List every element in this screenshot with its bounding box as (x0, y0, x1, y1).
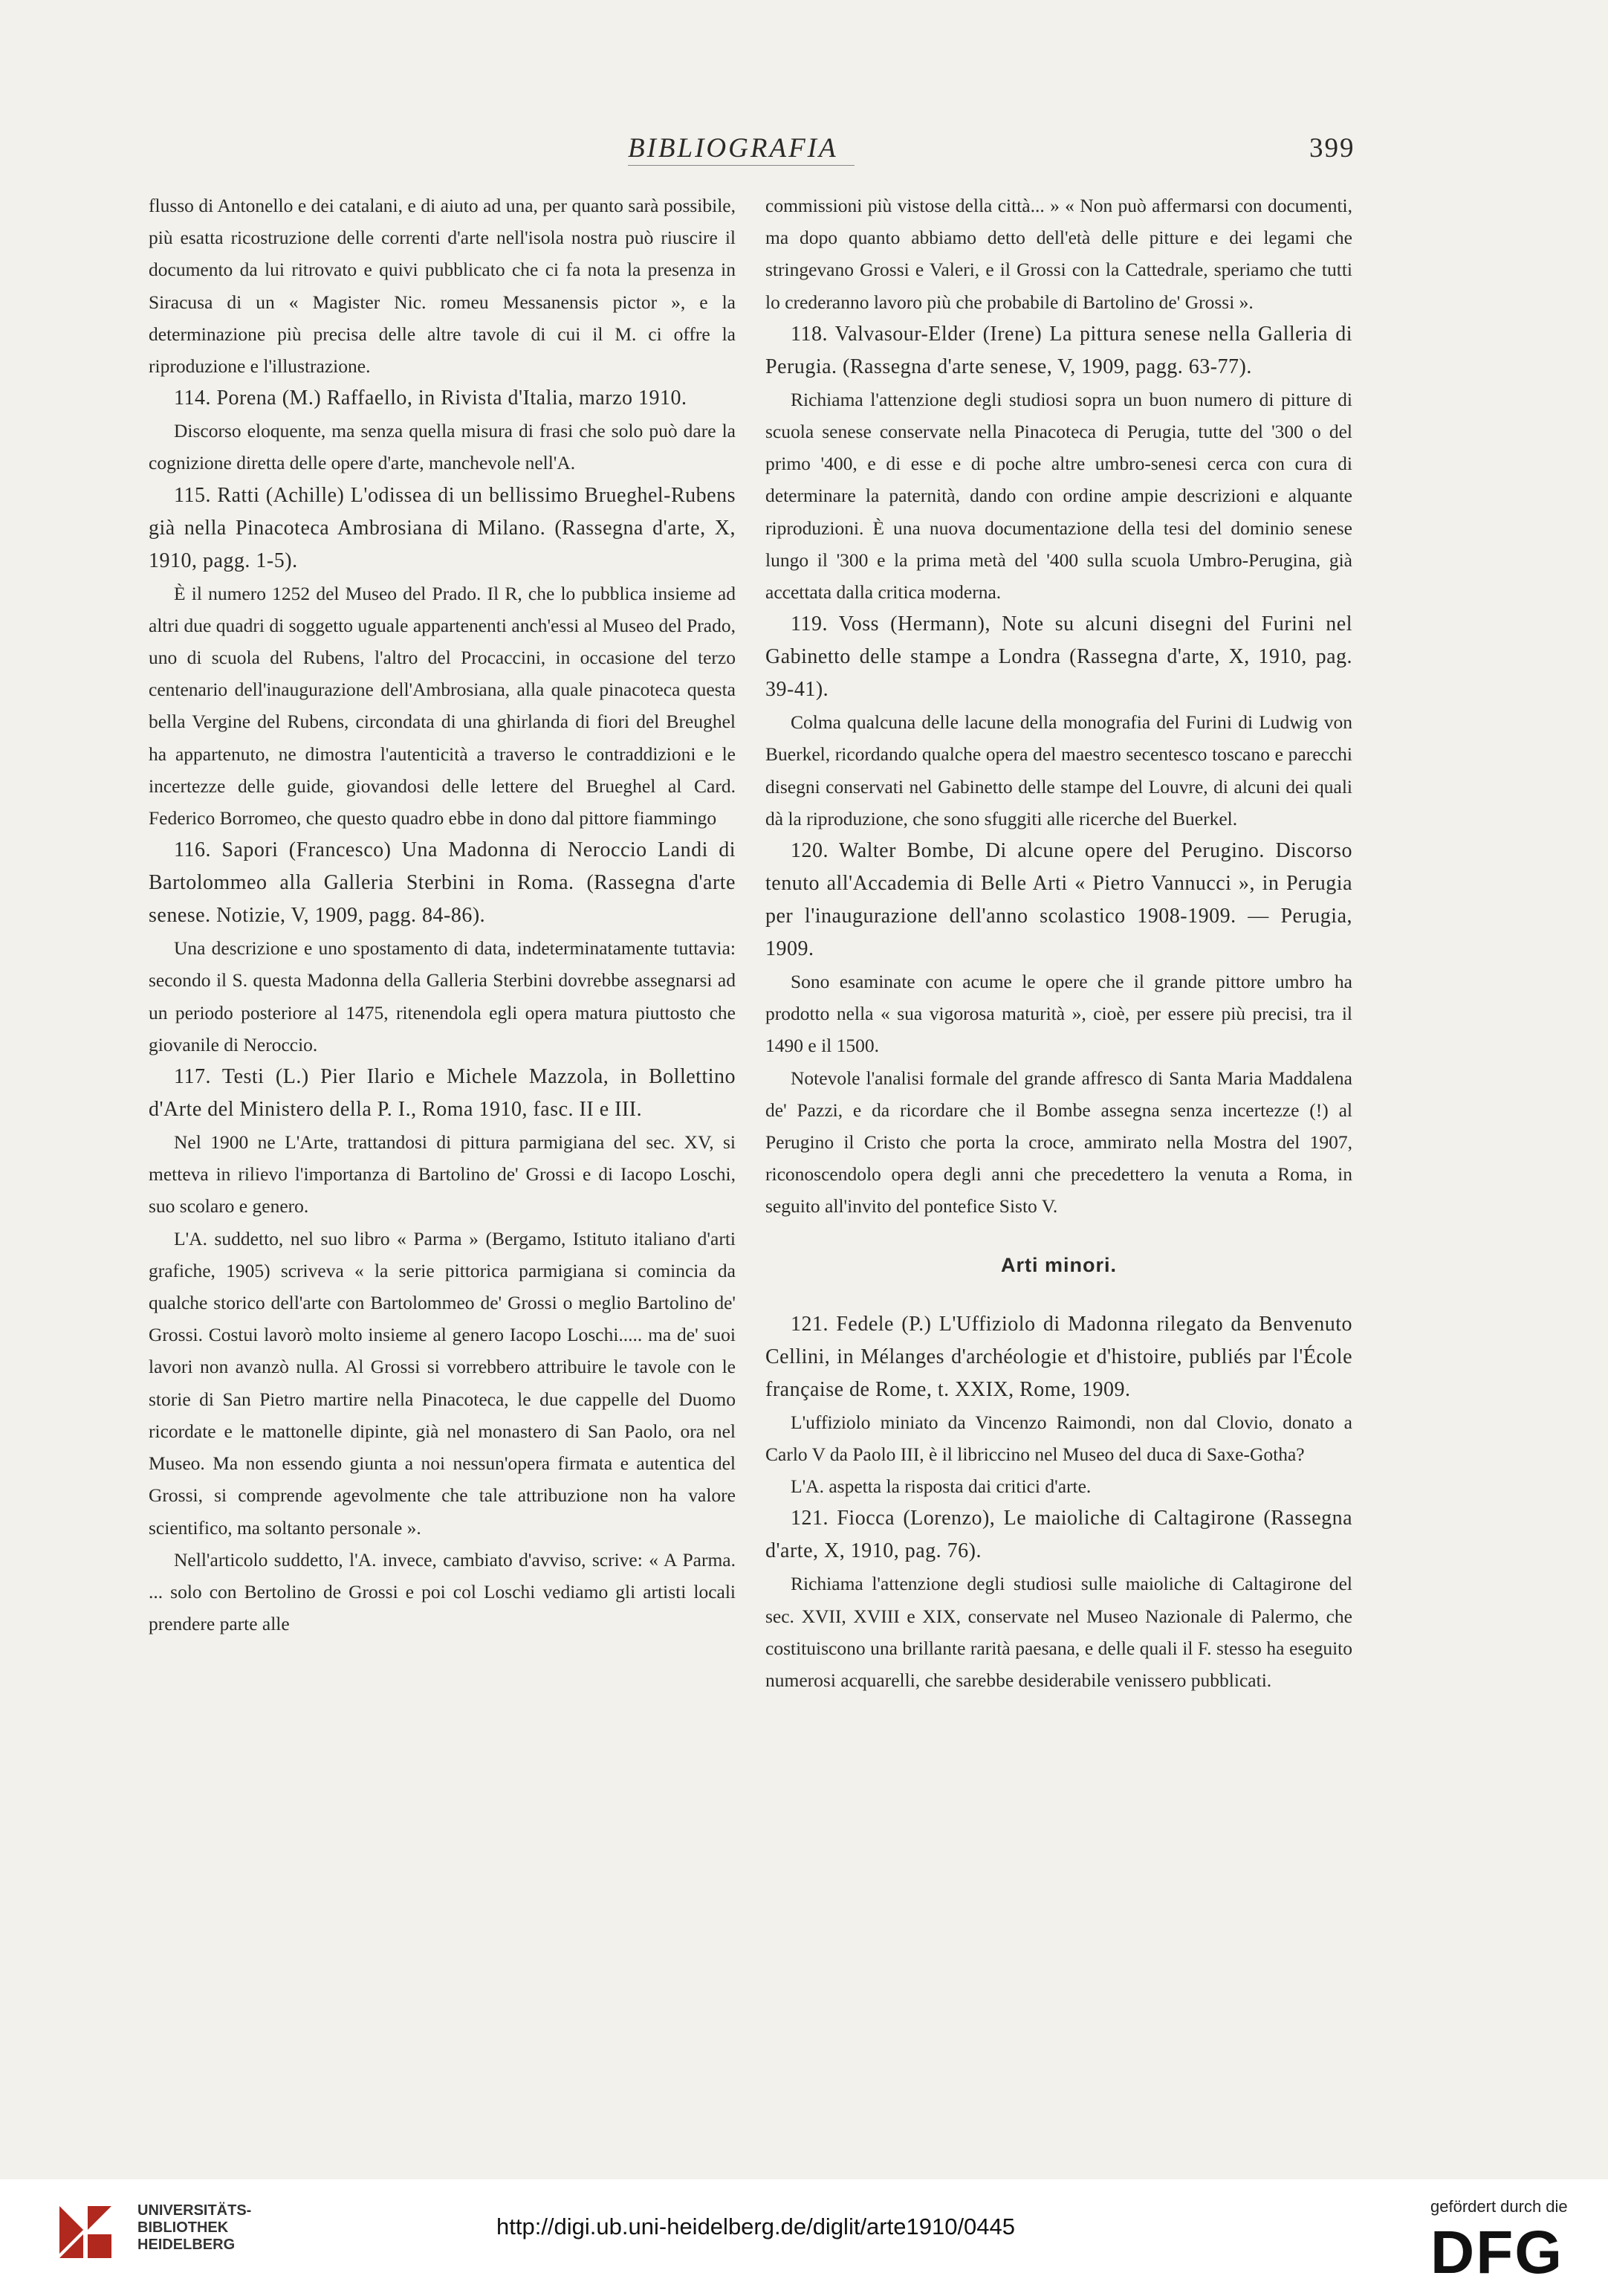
paragraph: Richiama l'attenzione degli studiosi sulle maioliche di Caltagirone del sec. XVII, XVIII e XIX, conservate nel Museo Nazionale di Palermo, che costituiscono una brillante rarità paesana, e delle quali il F. stesso ha eseguito numerosi acquarelli, che sarebbe desiderabile venissero pubblicati. (765, 1573, 1352, 1692)
paragraph: Richiama l'attenzione degli studiosi sopra un buon numero di pitture di scuola senese conservate nella Pinacoteca di Perugia, tutte del '300 o del primo '400, e di esse e di poche altre umbro-senesi cerca con cura di determinare la paternità, dando con ordine ampie descrizioni e alquante riproduzioni. È una nuova documentazione della tesi del dominio senese lungo il '300 e la prima metà del '400 sulla scuola Umbro-Perugina, già accettata dalla critica moderna. (765, 388, 1352, 604)
paragraph: Discorso eloquente, ma senza quella misura di frasi che solo può dare la cognizione diretta delle opere d'arte, manchevole nell'A. (149, 420, 736, 474)
left-column (149, 190, 736, 1640)
library-line-3: HEIDELBERG (137, 2237, 236, 2253)
university-library-name (137, 2202, 251, 2254)
running-title: BIBLIOGRAFIA (628, 133, 838, 164)
bibliography-entry: 115. Ratti (Achille) L'odissea di un bellissimo Brueghel-Rubens già nella Pinacoteca Ambrosiana di Milano. (Rassegna d'arte, X, 1910, pagg. 1-5). (149, 483, 736, 572)
bibliography-entry: 114. Porena (M.) Raffaello, in Rivista d'Italia, marzo 1910. (174, 387, 687, 410)
dfg-logo-text: DFG (1430, 2224, 1564, 2277)
paragraph: L'uffiziolo miniato da Vincenzo Raimondi, non dal Clovio, donato a Carlo V da Paolo III, è il libriccino nel Museo del duca di Saxe-Gotha? (765, 1411, 1352, 1466)
paragraph: L'A. suddetto, nel suo libro « Parma » (Bergamo, Istituto italiano d'arti grafiche, 1905) scriveva « la serie pittorica parmigiana si comincia da qualche storico dell'arte con Bartolommeo de' Grossi o meglio Bartolino de' Grossi. Costui lavorò molto insieme al genero Iacopo Loschi..... ma de' suoi lavori non avanzò nulla. Al Grossi si vorrebbero attribuire le tavole con le storie di San Pietro martire nella Pinacoteca, le due cappelle del Duomo ricordate e le mattonelle dipinte, già nel monastero di San Paolo, ora nel Museo. Ma non essendo giunta a noi nessun'opera firmata e autentica del Grossi, si comprende agevolmente che tale attribuzione non ha valore scientifico, ma soltanto personale ». (149, 1227, 736, 1539)
bibliography-entry: 121. Fedele (P.) L'Uffiziolo di Madonna rilegato da Benvenuto Cellini, in Mélanges d'archéologie et d'histoire, publiés par l'École française de Rome, t. XXIX, Rome, 1909. (765, 1312, 1352, 1401)
bibliography-entry: 117. Testi (L.) Pier Ilario e Michele Mazzola, in Bollettino d'Arte del Ministero della P. I., Roma 1910, fasc. II e III. (149, 1065, 736, 1122)
bibliography-entry: 121. Fiocca (Lorenzo), Le maioliche di Caltagirone (Rassegna d'arte, X, 1910, pag. 76). (765, 1507, 1352, 1563)
paragraph: Nel 1900 ne L'Arte, trattandosi di pittura parmigiana del sec. XV, si metteva in rilievo l'importanza di Bartolino de' Grossi e di Iacopo Loschi, suo scolaro e genero. (149, 1131, 736, 1217)
page-number: 399 (1309, 133, 1355, 164)
paragraph: L'A. aspetta la risposta dai critici d'arte. (791, 1475, 1092, 1498)
permalink-url[interactable]: http://digi.ub.uni-heidelberg.de/diglit/arte1910/0445 (496, 2213, 1016, 2240)
bibliography-entry: 116. Sapori (Francesco) Una Madonna di Neroccio Landi di Bartolommeo alla Galleria Sterbini in Roma. (Rassegna d'arte senese. Notizie, V, 1909, pagg. 84-86). (149, 838, 736, 928)
library-line-2: BIBLIOTHEK (137, 2219, 229, 2236)
paragraph: commissioni più vistose della città... » « Non può affermarsi con documenti, ma dopo quanto abbiamo detto dell'età delle pitture e dei legami che stringevano Grossi e Valeri, e il Grossi con la Cattedrale, speriamo che tutti lo crederanno lavoro più che probabile di Bartolino de' Grossi ». (765, 195, 1352, 313)
right-column (765, 190, 1352, 1696)
bibliography-entry: 118. Valvasour-Elder (Irene) La pittura senese nella Galleria di Perugia. (Rassegna d'arte senese, V, 1909, pagg. 63-77). (765, 322, 1352, 378)
paragraph: Notevole l'analisi formale del grande affresco di Santa Maria Maddalena de' Pazzi, e da ricordare che il Bombe assegna senza incertezze (!) al Perugino il Cristo che porta la croce, ammirato nella Mostra del 1907, riconoscendolo opera degli anni che precedettero la venuta a Roma, in seguito all'invito del pontefice Sisto V. (765, 1067, 1352, 1217)
dfg-logo-icon (1430, 2224, 1583, 2277)
paragraph: Nell'articolo suddetto, l'A. invece, cambiato d'avviso, scrive: « A Parma. ... solo con Bertolino de Grossi e poi col Loschi vediamo gli artisti locali prendere parte alle (149, 1548, 736, 1635)
dfg-caption: gefördert durch die (1430, 2197, 1568, 2216)
page-header (0, 132, 1608, 169)
paragraph: Sono esaminate con acume le opere che il grande pittore umbro ha prodotto nella « sua vigorosa maturità », cioè, per essere più precisi, tra il 1490 e il 1500. (765, 971, 1352, 1057)
library-line-1: UNIVERSITÄTS- (137, 2202, 252, 2219)
paragraph: È il numero 1252 del Museo del Prado. Il R, che lo pubblica insieme ad altri due quadri di soggetto uguale appartenenti anch'essi al Museo del Prado, uno di scuola del Rubens, l'altro del Procaccini, in occasione del terzo centenario dell'inaugurazione dell'Ambrosiana, alla quale pinacoteca questa bella Vergine del Rubens, circondata di una ghirlanda di fiori del Breughel ha appartenuto, ne dimostra l'autenticità a traverso le contraddizioni e le incertezze delle guide, giovandosi delle lettere del Brueghel al Card. Federico Borromeo, che questo quadro ebbe in dono dal pittore fiammingo (149, 582, 736, 830)
header-rule (628, 165, 855, 166)
bibliography-entry: 120. Walter Bombe, Di alcune opere del Perugino. Discorso tenuto all'Accademia di Belle Arti « Pietro Vannucci », in Perugia per l'inaugurazione dell'anno scolastico 1908-1909. — Perugia, 1909. (765, 839, 1352, 961)
bibliography-entry: 119. Voss (Hermann), Note su alcuni disegni del Furini nel Gabinetto delle stampe a Londra (Rassegna d'arte, X, 1910, pag. 39-41). (765, 612, 1352, 702)
paragraph: Una descrizione e uno spostamento di data, indeterminatamente tuttavia: secondo il S. questa Madonna della Galleria Sterbini dovrebbe assegnarsi ad un periodo posteriore al 1475, ritenendola egli opera matura piuttosto che giovanile di Neroccio. (149, 937, 736, 1055)
university-library-logo-icon (52, 2199, 119, 2266)
paragraph: Colma qualcuna delle lacune della monografia del Furini di Ludwig von Buerkel, ricordando qualche opera del maestro secentesco toscano e parecchi disegni conservati nel Gabinetto delle stampe del Louvre, di alcuni dei quali dà la riproduzione, che sono sfuggiti alle ricerche del Buerkel. (765, 711, 1352, 830)
paragraph: flusso di Antonello e dei catalani, e di aiuto ad una, per quanto sarà possibile, più esatta ricostruzione delle correnti d'arte nell'isola nostra può riuscire il documento da lui ritrovato e quivi pubblicato che ci fa nota la presenza in Siracusa di un « Magister Nic. romeu Messanensis pictor », e la determinazione più precisa delle altre tavole di cui il M. ci offre la riproduzione e l'illustrazione. (149, 195, 736, 378)
section-heading: Arti minori. (1000, 1253, 1117, 1276)
